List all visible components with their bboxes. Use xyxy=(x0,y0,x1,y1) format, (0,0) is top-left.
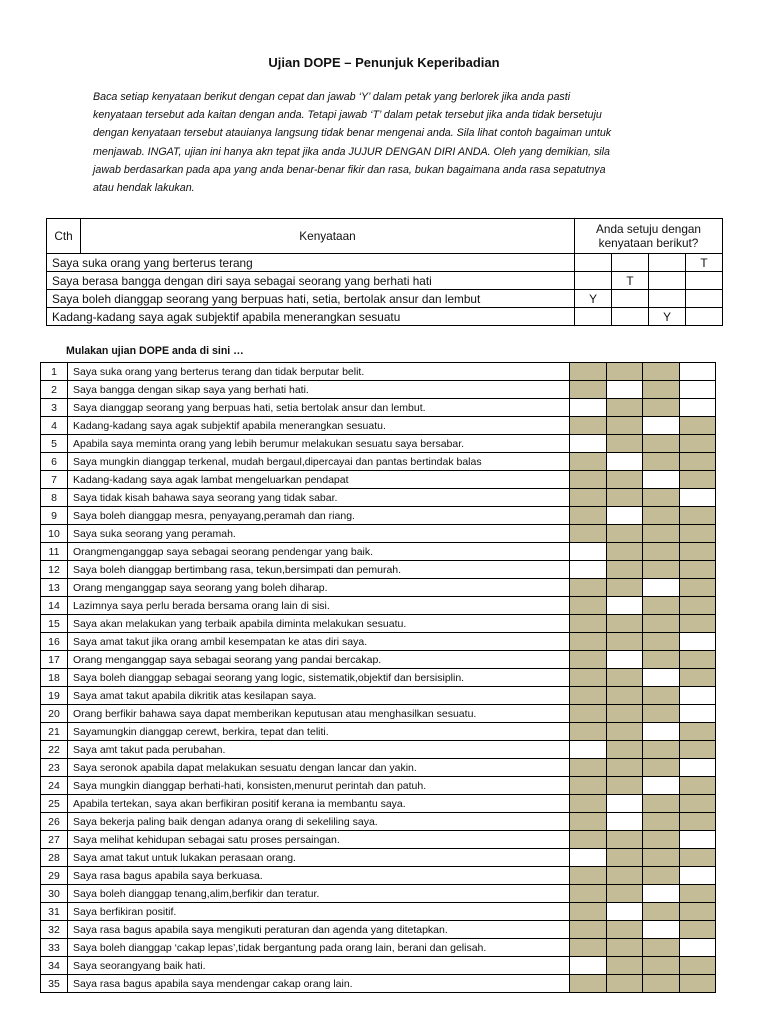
answer-cell-shaded[interactable] xyxy=(570,615,607,633)
question-statement: Saya amat takut apabila dikritik atas kesilapan saya. xyxy=(68,687,570,705)
question-statement: Saya berfikiran positif. xyxy=(68,903,570,921)
instruction-line: Baca setiap kenyataan berikut dengan cepat dan jawab ‘Y’ dalam petak yang berlorek jika anda pasti xyxy=(93,91,571,103)
answer-cell-shaded[interactable] xyxy=(679,921,716,939)
question-number: 4 xyxy=(41,417,68,435)
answer-cell-shaded[interactable] xyxy=(679,777,716,795)
example-answer-cell xyxy=(575,308,612,326)
answer-cell-shaded[interactable] xyxy=(679,669,716,687)
answer-cell-shaded[interactable] xyxy=(679,651,716,669)
question-row xyxy=(41,975,716,993)
answer-cell-blank[interactable] xyxy=(679,399,716,417)
instructions-paragraph xyxy=(93,88,683,197)
answer-cell-shaded[interactable] xyxy=(570,597,607,615)
question-number: 22 xyxy=(41,741,68,759)
answer-cell-shaded[interactable] xyxy=(679,453,716,471)
instruction-line: menjawab. INGAT, ujian ini hanya akn tepat jika anda JUJUR DENGAN DIRI ANDA. Oleh yang demikian, sila xyxy=(93,145,610,158)
question-number: 29 xyxy=(41,867,68,885)
answer-cell-blank[interactable] xyxy=(679,687,716,705)
answer-cell-blank[interactable] xyxy=(570,741,607,759)
answer-cell-blank[interactable] xyxy=(606,381,643,399)
question-number: 31 xyxy=(41,903,68,921)
answer-cell-shaded[interactable] xyxy=(606,867,643,885)
answer-cell-shaded[interactable] xyxy=(679,615,716,633)
question-number: 33 xyxy=(41,939,68,957)
example-statement: Saya suka orang yang berterus terang xyxy=(47,254,575,272)
question-number: 19 xyxy=(41,687,68,705)
question-statement: Saya rasa bagus apabila saya mengikuti peraturan dan agenda yang ditetapkan. xyxy=(68,921,570,939)
answer-cell-shaded[interactable] xyxy=(679,903,716,921)
example-answer-cell: T xyxy=(612,272,649,290)
instruction-line: dengan kenyataan tersebut atauianya langsung tidak benar mengenai anda. Sila lihat contoh bagaiman untuk xyxy=(93,127,612,140)
question-number: 32 xyxy=(41,921,68,939)
instruction-line: jawab berdasarkan pada apa yang anda benar-benar fikir dan rasa, bukan bagaimana anda rasa sepatutnya xyxy=(93,163,606,176)
question-statement: Kadang-kadang saya agak subjektif apabila menerangkan sesuatu. xyxy=(68,417,570,435)
answer-cell-shaded[interactable] xyxy=(570,831,607,849)
answer-cell-shaded[interactable] xyxy=(606,687,643,705)
example-row xyxy=(47,272,723,290)
answer-cell-shaded[interactable] xyxy=(570,975,607,993)
answer-cell-blank[interactable] xyxy=(570,399,607,417)
answer-cell-blank[interactable] xyxy=(643,777,680,795)
question-statement: Saya amat takut jika orang ambil kesempatan ke atas diri saya. xyxy=(68,633,570,651)
answer-cell-shaded[interactable] xyxy=(570,417,607,435)
example-answer-cell: T xyxy=(686,254,723,272)
answer-cell-blank[interactable] xyxy=(570,849,607,867)
question-number: 35 xyxy=(41,975,68,993)
question-number: 21 xyxy=(41,723,68,741)
answer-cell-shaded[interactable] xyxy=(643,759,680,777)
answer-cell-shaded[interactable] xyxy=(606,975,643,993)
question-statement: Saya suka orang yang berterus terang dan tidak berputar belit. xyxy=(68,363,570,381)
answer-cell-shaded[interactable] xyxy=(643,939,680,957)
answer-cell-shaded[interactable] xyxy=(606,921,643,939)
answer-cell-blank[interactable] xyxy=(679,759,716,777)
question-row xyxy=(41,363,716,381)
question-statement: Saya bangga dengan sikap saya yang berhati hati. xyxy=(68,381,570,399)
answer-cell-shaded[interactable] xyxy=(679,795,716,813)
answer-cell-shaded[interactable] xyxy=(570,471,607,489)
question-row xyxy=(41,471,716,489)
answer-cell-shaded[interactable] xyxy=(606,777,643,795)
question-row xyxy=(41,543,716,561)
question-number: 27 xyxy=(41,831,68,849)
question-row xyxy=(41,579,716,597)
example-answer-cell: Y xyxy=(649,308,686,326)
question-row xyxy=(41,615,716,633)
question-statement: Saya mungkin dianggap berhati-hati, konsisten,menurut perintah dan patuh. xyxy=(68,777,570,795)
answer-cell-shaded[interactable] xyxy=(606,741,643,759)
question-row xyxy=(41,417,716,435)
example-answer-cell: Y xyxy=(575,290,612,308)
answer-cell-shaded[interactable] xyxy=(679,813,716,831)
example-statement: Kadang-kadang saya agak subjektif apabila menerangkan sesuatu xyxy=(47,308,575,326)
question-row xyxy=(41,813,716,831)
answer-cell-shaded[interactable] xyxy=(643,381,680,399)
answer-cell-blank[interactable] xyxy=(679,489,716,507)
answer-cell-shaded[interactable] xyxy=(643,795,680,813)
question-statement: Saya akan melakukan yang terbaik apabila diminta melakukan sesuatu. xyxy=(68,615,570,633)
example-header-statement: Kenyataan xyxy=(81,219,575,254)
answer-cell-shaded[interactable] xyxy=(606,831,643,849)
question-statement: Saya boleh dianggap tenang,alim,berfikir dan teratur. xyxy=(68,885,570,903)
question-statement: Saya seorangyang baik hati. xyxy=(68,957,570,975)
answer-cell-shaded[interactable] xyxy=(606,435,643,453)
example-answer-cell xyxy=(686,272,723,290)
question-row xyxy=(41,669,716,687)
answer-cell-shaded[interactable] xyxy=(643,849,680,867)
question-statement: Saya mungkin dianggap terkenal, mudah bergaul,dipercayai dan pantas bertindak balas xyxy=(68,453,570,471)
answer-cell-shaded[interactable] xyxy=(643,525,680,543)
test-table xyxy=(40,362,716,993)
answer-cell-shaded[interactable] xyxy=(570,867,607,885)
question-statement: Saya boleh dianggap bertimbang rasa, tekun,bersimpati dan pemurah. xyxy=(68,561,570,579)
example-answer-cell xyxy=(575,272,612,290)
answer-cell-blank[interactable] xyxy=(606,453,643,471)
question-number: 30 xyxy=(41,885,68,903)
question-row xyxy=(41,759,716,777)
answer-cell-shaded[interactable] xyxy=(606,543,643,561)
example-answer-cell xyxy=(686,290,723,308)
answer-cell-blank[interactable] xyxy=(643,669,680,687)
answer-cell-shaded[interactable] xyxy=(606,561,643,579)
question-statement: Saya amt takut pada perubahan. xyxy=(68,741,570,759)
question-row xyxy=(41,561,716,579)
question-row xyxy=(41,903,716,921)
answer-cell-shaded[interactable] xyxy=(679,471,716,489)
answer-cell-shaded[interactable] xyxy=(606,849,643,867)
question-statement: Sayamungkin dianggap cerewt, berkira, tepat dan teliti. xyxy=(68,723,570,741)
answer-cell-shaded[interactable] xyxy=(679,849,716,867)
answer-cell-blank[interactable] xyxy=(606,903,643,921)
answer-cell-shaded[interactable] xyxy=(679,597,716,615)
question-row xyxy=(41,597,716,615)
question-statement: Saya rasa bagus apabila saya berkuasa. xyxy=(68,867,570,885)
answer-cell-shaded[interactable] xyxy=(606,759,643,777)
answer-cell-shaded[interactable] xyxy=(570,381,607,399)
question-number: 13 xyxy=(41,579,68,597)
question-statement: Saya boleh dianggap sebagai seorang yang logic, sistematik,objektif dan bersisiplin. xyxy=(68,669,570,687)
answer-cell-shaded[interactable] xyxy=(643,507,680,525)
question-row xyxy=(41,705,716,723)
question-statement: Orang menganggap saya sebagai seorang yang pandai bercakap. xyxy=(68,651,570,669)
answer-cell-shaded[interactable] xyxy=(679,885,716,903)
answer-cell-shaded[interactable] xyxy=(643,363,680,381)
answer-cell-shaded[interactable] xyxy=(643,489,680,507)
question-row xyxy=(41,939,716,957)
question-statement: Saya boleh dianggap mesra, penyayang,peramah dan riang. xyxy=(68,507,570,525)
answer-cell-shaded[interactable] xyxy=(606,417,643,435)
example-row xyxy=(47,308,723,326)
example-answer-cell xyxy=(612,290,649,308)
question-row xyxy=(41,687,716,705)
example-answer-cell xyxy=(649,254,686,272)
answer-cell-blank[interactable] xyxy=(643,885,680,903)
answer-cell-shaded[interactable] xyxy=(606,399,643,417)
answer-cell-blank[interactable] xyxy=(570,435,607,453)
answer-cell-shaded[interactable] xyxy=(570,813,607,831)
answer-cell-shaded[interactable] xyxy=(643,687,680,705)
example-header-answer: Anda setuju dengan kenyataan berikut? xyxy=(575,219,723,254)
answer-cell-shaded[interactable] xyxy=(570,651,607,669)
answer-cell-blank[interactable] xyxy=(679,633,716,651)
question-statement: Apabila tertekan, saya akan berfikiran positif kerana ia membantu saya. xyxy=(68,795,570,813)
answer-cell-shaded[interactable] xyxy=(643,903,680,921)
example-answer-cell xyxy=(612,254,649,272)
question-row xyxy=(41,885,716,903)
question-number: 6 xyxy=(41,453,68,471)
question-number: 18 xyxy=(41,669,68,687)
answer-cell-shaded[interactable] xyxy=(606,579,643,597)
question-number: 26 xyxy=(41,813,68,831)
answer-cell-shaded[interactable] xyxy=(570,687,607,705)
question-number: 1 xyxy=(41,363,68,381)
answer-cell-shaded[interactable] xyxy=(643,543,680,561)
answer-cell-shaded[interactable] xyxy=(679,741,716,759)
question-statement: Apabila saya meminta orang yang lebih berumur melakukan sesuatu saya bersabar. xyxy=(68,435,570,453)
answer-cell-shaded[interactable] xyxy=(679,525,716,543)
question-number: 10 xyxy=(41,525,68,543)
answer-cell-shaded[interactable] xyxy=(679,435,716,453)
answer-cell-shaded[interactable] xyxy=(679,957,716,975)
answer-cell-shaded[interactable] xyxy=(570,453,607,471)
answer-cell-shaded[interactable] xyxy=(679,507,716,525)
answer-cell-shaded[interactable] xyxy=(570,939,607,957)
question-row xyxy=(41,507,716,525)
answer-cell-shaded[interactable] xyxy=(606,615,643,633)
answer-cell-shaded[interactable] xyxy=(570,525,607,543)
question-row xyxy=(41,633,716,651)
question-number: 8 xyxy=(41,489,68,507)
question-statement: Kadang-kadang saya agak lambat mengeluarkan pendapat xyxy=(68,471,570,489)
answer-cell-shaded[interactable] xyxy=(643,399,680,417)
question-number: 28 xyxy=(41,849,68,867)
answer-cell-shaded[interactable] xyxy=(570,723,607,741)
question-number: 24 xyxy=(41,777,68,795)
example-answer-cell xyxy=(612,308,649,326)
question-number: 17 xyxy=(41,651,68,669)
answer-cell-blank[interactable] xyxy=(570,543,607,561)
answer-cell-blank[interactable] xyxy=(679,939,716,957)
answer-cell-shaded[interactable] xyxy=(679,975,716,993)
answer-cell-blank[interactable] xyxy=(643,471,680,489)
question-row xyxy=(41,957,716,975)
answer-cell-shaded[interactable] xyxy=(643,453,680,471)
answer-cell-shaded[interactable] xyxy=(570,579,607,597)
answer-cell-shaded[interactable] xyxy=(606,957,643,975)
answer-cell-shaded[interactable] xyxy=(570,903,607,921)
document-title: Ujian DOPE – Penunjuk Keperibadian xyxy=(268,55,500,70)
answer-cell-blank[interactable] xyxy=(606,651,643,669)
question-number: 5 xyxy=(41,435,68,453)
question-number: 25 xyxy=(41,795,68,813)
example-answer-cell xyxy=(649,290,686,308)
answer-cell-blank[interactable] xyxy=(679,363,716,381)
example-header-row xyxy=(47,219,723,254)
answer-cell-blank[interactable] xyxy=(679,381,716,399)
answer-cell-shaded[interactable] xyxy=(679,543,716,561)
answer-cell-blank[interactable] xyxy=(643,417,680,435)
question-row xyxy=(41,795,716,813)
question-statement: Lazimnya saya perlu berada bersama orang lain di sisi. xyxy=(68,597,570,615)
answer-cell-shaded[interactable] xyxy=(570,705,607,723)
answer-cell-shaded[interactable] xyxy=(643,633,680,651)
answer-cell-shaded[interactable] xyxy=(606,723,643,741)
question-statement: Orangmenganggap saya sebagai seorang pendengar yang baik. xyxy=(68,543,570,561)
answer-cell-shaded[interactable] xyxy=(570,669,607,687)
question-number: 9 xyxy=(41,507,68,525)
answer-cell-shaded[interactable] xyxy=(643,435,680,453)
answer-cell-blank[interactable] xyxy=(679,705,716,723)
answer-cell-shaded[interactable] xyxy=(643,975,680,993)
question-row xyxy=(41,849,716,867)
answer-cell-shaded[interactable] xyxy=(570,885,607,903)
question-statement: Saya seronok apabila dapat melakukan sesuatu dengan lancar dan yakin. xyxy=(68,759,570,777)
example-answer-cell xyxy=(575,254,612,272)
answer-cell-shaded[interactable] xyxy=(643,651,680,669)
question-number: 2 xyxy=(41,381,68,399)
question-row xyxy=(41,921,716,939)
example-answer-cell xyxy=(686,308,723,326)
question-row xyxy=(41,651,716,669)
answer-cell-shaded[interactable] xyxy=(606,471,643,489)
question-row xyxy=(41,381,716,399)
answer-cell-shaded[interactable] xyxy=(606,489,643,507)
answer-cell-shaded[interactable] xyxy=(606,885,643,903)
answer-cell-shaded[interactable] xyxy=(606,669,643,687)
question-statement: Saya suka seorang yang peramah. xyxy=(68,525,570,543)
example-row xyxy=(47,290,723,308)
answer-cell-shaded[interactable] xyxy=(643,741,680,759)
instruction-line: atau hendak lakukan. xyxy=(93,182,195,195)
answer-cell-blank[interactable] xyxy=(643,921,680,939)
answer-cell-shaded[interactable] xyxy=(570,759,607,777)
example-row xyxy=(47,254,723,272)
question-number: 14 xyxy=(41,597,68,615)
question-number: 20 xyxy=(41,705,68,723)
answer-cell-blank[interactable] xyxy=(570,561,607,579)
answer-cell-shaded[interactable] xyxy=(570,921,607,939)
answer-cell-blank[interactable] xyxy=(606,795,643,813)
instruction-line: kenyataan tersebut ada kaitan dengan anda. Tetapi jawab ‘T’ dalam petak tersebut jika anda tidak bersetuju xyxy=(93,109,602,122)
answer-cell-blank[interactable] xyxy=(606,507,643,525)
example-answer-cell xyxy=(649,272,686,290)
answer-cell-shaded[interactable] xyxy=(643,561,680,579)
question-number: 34 xyxy=(41,957,68,975)
question-statement: Saya bekerja paling baik dengan adanya orang di sekeliling saya. xyxy=(68,813,570,831)
question-row xyxy=(41,741,716,759)
question-row xyxy=(41,723,716,741)
question-number: 15 xyxy=(41,615,68,633)
answer-cell-shaded[interactable] xyxy=(679,417,716,435)
question-row xyxy=(41,453,716,471)
question-number: 11 xyxy=(41,543,68,561)
question-statement: Saya boleh dianggap ‘cakap lepas’,tidak bergantung pada orang lain, berani dan gelisah. xyxy=(68,939,570,957)
question-statement: Saya rasa bagus apabila saya mendengar cakap orang lain. xyxy=(68,975,570,993)
answer-cell-blank[interactable] xyxy=(606,597,643,615)
question-statement: Saya tidak kisah bahawa saya seorang yang tidak sabar. xyxy=(68,489,570,507)
question-number: 3 xyxy=(41,399,68,417)
answer-cell-shaded[interactable] xyxy=(606,633,643,651)
question-row xyxy=(41,435,716,453)
answer-cell-blank[interactable] xyxy=(679,867,716,885)
answer-cell-shaded[interactable] xyxy=(643,597,680,615)
example-statement: Saya boleh dianggap seorang yang berpuas hati, setia, bertolak ansur dan lembut xyxy=(47,290,575,308)
answer-cell-blank[interactable] xyxy=(643,723,680,741)
answer-cell-blank[interactable] xyxy=(606,813,643,831)
example-header-cth: Cth xyxy=(47,219,81,254)
example-statement: Saya berasa bangga dengan diri saya sebagai seorang yang berhati hati xyxy=(47,272,575,290)
question-number: 16 xyxy=(41,633,68,651)
answer-cell-shaded[interactable] xyxy=(679,723,716,741)
question-row xyxy=(41,489,716,507)
answer-cell-shaded[interactable] xyxy=(606,363,643,381)
answer-cell-shaded[interactable] xyxy=(643,615,680,633)
answer-cell-shaded[interactable] xyxy=(643,831,680,849)
question-statement: Saya amat takut untuk lukakan perasaan orang. xyxy=(68,849,570,867)
question-row xyxy=(41,777,716,795)
answer-cell-shaded[interactable] xyxy=(643,957,680,975)
answer-cell-shaded[interactable] xyxy=(643,813,680,831)
answer-cell-shaded[interactable] xyxy=(570,795,607,813)
answer-cell-shaded[interactable] xyxy=(570,507,607,525)
answer-cell-shaded[interactable] xyxy=(643,705,680,723)
question-row xyxy=(41,867,716,885)
question-statement: Saya melihat kehidupan sebagai satu proses persaingan. xyxy=(68,831,570,849)
answer-cell-shaded[interactable] xyxy=(570,489,607,507)
question-number: 12 xyxy=(41,561,68,579)
question-statement: Orang berfikir bahawa saya dapat memberikan keputusan atau menghasilkan sesuatu. xyxy=(68,705,570,723)
start-label: Mulakan ujian DOPE anda di sini … xyxy=(66,345,244,357)
answer-cell-shaded[interactable] xyxy=(570,633,607,651)
answer-cell-shaded[interactable] xyxy=(570,363,607,381)
answer-cell-shaded[interactable] xyxy=(679,579,716,597)
question-row xyxy=(41,399,716,417)
answer-cell-blank[interactable] xyxy=(570,957,607,975)
question-row xyxy=(41,525,716,543)
answer-cell-shaded[interactable] xyxy=(606,525,643,543)
answer-cell-shaded[interactable] xyxy=(606,939,643,957)
question-number: 23 xyxy=(41,759,68,777)
example-table xyxy=(46,218,723,326)
question-row xyxy=(41,831,716,849)
answer-cell-shaded[interactable] xyxy=(570,777,607,795)
answer-cell-shaded[interactable] xyxy=(679,561,716,579)
answer-cell-blank[interactable] xyxy=(679,831,716,849)
answer-cell-shaded[interactable] xyxy=(606,705,643,723)
question-statement: Orang menganggap saya seorang yang boleh diharap. xyxy=(68,579,570,597)
question-number: 7 xyxy=(41,471,68,489)
answer-cell-blank[interactable] xyxy=(643,579,680,597)
question-statement: Saya dianggap seorang yang berpuas hati, setia bertolak ansur dan lembut. xyxy=(68,399,570,417)
answer-cell-shaded[interactable] xyxy=(643,867,680,885)
